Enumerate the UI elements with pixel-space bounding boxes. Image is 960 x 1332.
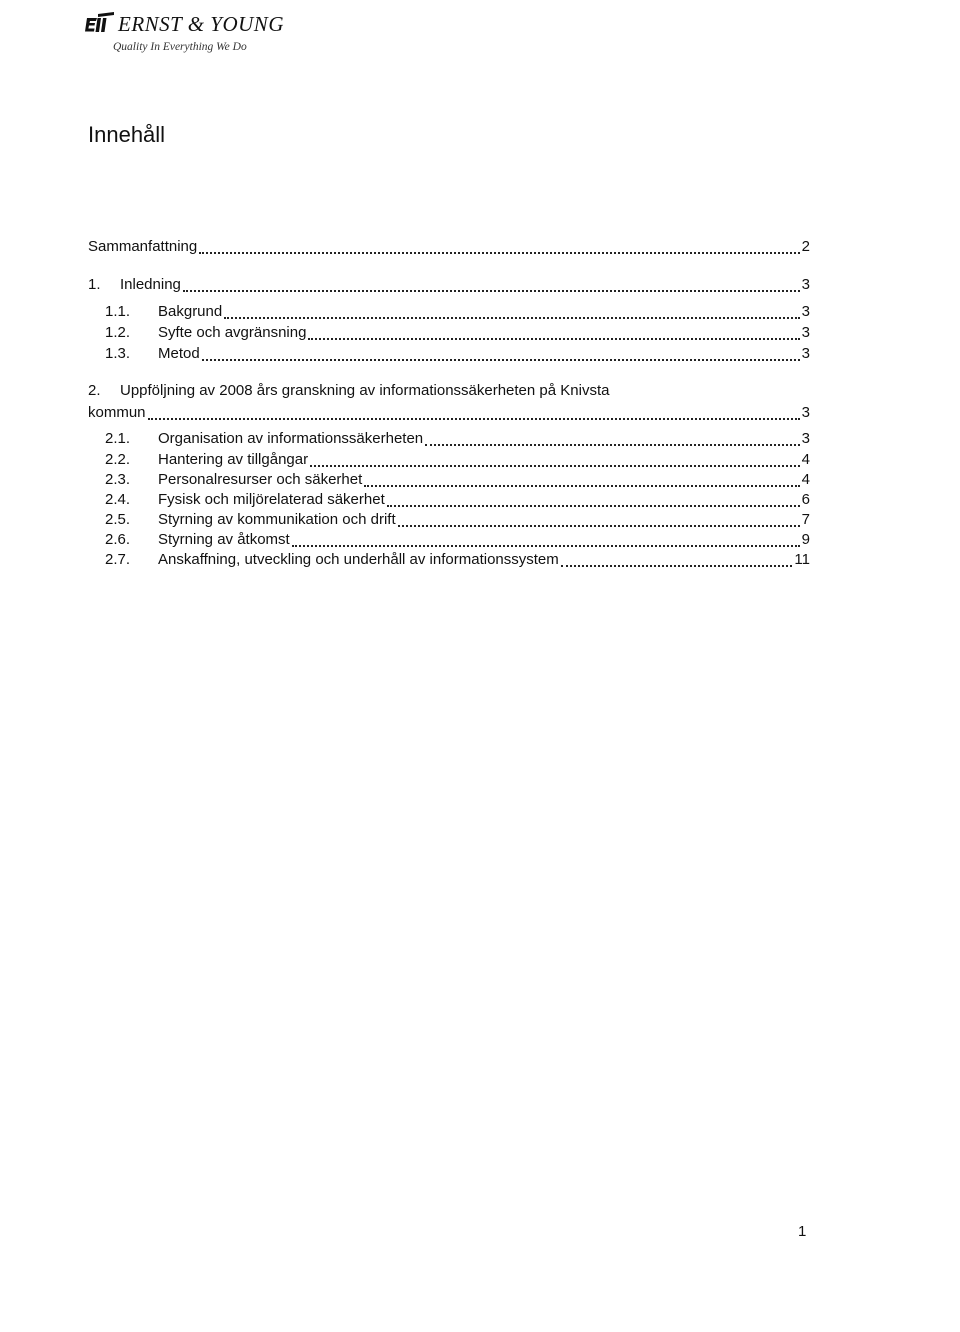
- toc-entry-label: Uppföljning av 2008 års granskning av informationssäkerheten på Knivsta: [120, 382, 610, 399]
- toc-entry-page: 4: [801, 471, 810, 488]
- company-tagline: Quality In Everything We Do: [113, 41, 247, 53]
- ey-logo-mark: [84, 12, 116, 34]
- toc-entry-second-line: [88, 404, 810, 424]
- toc-entry[interactable]: [105, 345, 810, 365]
- leader-dots: [183, 290, 800, 292]
- toc-entry-label: Fysisk och miljörelaterad säkerhet: [158, 491, 385, 508]
- toc-entry-page: 3: [801, 324, 810, 341]
- toc-entry-number: 2.1.: [105, 430, 131, 447]
- toc-entry-page: 3: [801, 303, 810, 320]
- page-title: Innehåll: [88, 122, 166, 147]
- toc-entry[interactable]: [105, 511, 810, 531]
- toc-entry-page: 3: [801, 404, 810, 421]
- toc-entry[interactable]: [105, 430, 810, 450]
- toc-entry-label: Styrning av åtkomst: [158, 531, 290, 548]
- leader-dots: [224, 317, 799, 319]
- company-name: ERNST & YOUNG: [118, 12, 284, 36]
- toc-entry[interactable]: [105, 531, 810, 551]
- toc-entry[interactable]: [88, 238, 810, 258]
- toc-entry-page: 9: [801, 531, 810, 548]
- toc-entry[interactable]: [105, 451, 810, 471]
- toc-entry-label: Sammanfattning: [88, 238, 198, 255]
- leader-dots: [310, 465, 800, 467]
- toc-entry-page: 7: [801, 511, 810, 528]
- leader-dots: [148, 418, 800, 420]
- toc-entry-label: Anskaffning, utveckling och underhåll av informationssystem: [158, 551, 559, 568]
- toc-entry-page: 4: [801, 451, 810, 468]
- leader-dots: [199, 252, 799, 254]
- toc-entry-page: 2: [801, 238, 810, 255]
- leader-dots: [398, 525, 800, 527]
- toc-entry-number: 2.3.: [105, 471, 131, 488]
- toc-entry-label: Syfte och avgränsning: [158, 324, 307, 341]
- toc-entry-number: 2.2.: [105, 451, 131, 468]
- toc-entry-number: 1.2.: [105, 324, 131, 341]
- toc-entry-label: Hantering av tillgångar: [158, 451, 309, 468]
- toc-entry-page: 3: [801, 345, 810, 362]
- toc-entry-number: 1.: [88, 276, 101, 293]
- toc-entry-number: 2.6.: [105, 531, 131, 548]
- toc-entry-number: 2.: [88, 382, 101, 399]
- toc-entry-page: 3: [801, 430, 810, 447]
- toc-entry-number: 1.3.: [105, 345, 131, 362]
- leader-dots: [202, 359, 800, 361]
- toc-entry-first-line: [88, 382, 609, 399]
- toc-entry-number: 1.1.: [105, 303, 131, 320]
- toc-entry-number: 2.5.: [105, 511, 131, 528]
- page-number: 1: [798, 1223, 807, 1240]
- toc-entry-page: 11: [794, 551, 810, 568]
- leader-dots: [308, 338, 799, 340]
- toc-entry-label: Inledning: [120, 276, 181, 293]
- leader-dots: [387, 505, 800, 507]
- toc-entry-page: 6: [801, 491, 810, 508]
- toc-entry[interactable]: [105, 551, 810, 571]
- toc-entry[interactable]: [105, 324, 810, 344]
- toc-entry[interactable]: [105, 303, 810, 323]
- toc-entry[interactable]: [105, 491, 810, 511]
- leader-dots: [561, 565, 793, 567]
- leader-dots: [425, 444, 800, 446]
- toc-entry-label: Metod: [158, 345, 200, 362]
- toc-entry-page: 3: [801, 276, 810, 293]
- toc-entry-label: Organisation av informationssäkerheten: [158, 430, 424, 447]
- toc-entry-number: 2.4.: [105, 491, 131, 508]
- toc-entry-number: 2.7.: [105, 551, 131, 568]
- leader-dots: [364, 485, 799, 487]
- toc-entry-label-continued: kommun: [88, 404, 146, 421]
- toc-entry-label: Bakgrund: [158, 303, 223, 320]
- toc-entry[interactable]: [105, 471, 810, 491]
- toc-entry-label: Styrning av kommunikation och drift: [158, 511, 396, 528]
- leader-dots: [292, 545, 800, 547]
- toc-entry-label: Personalresurser och säkerhet: [158, 471, 363, 488]
- toc-entry[interactable]: [88, 276, 810, 296]
